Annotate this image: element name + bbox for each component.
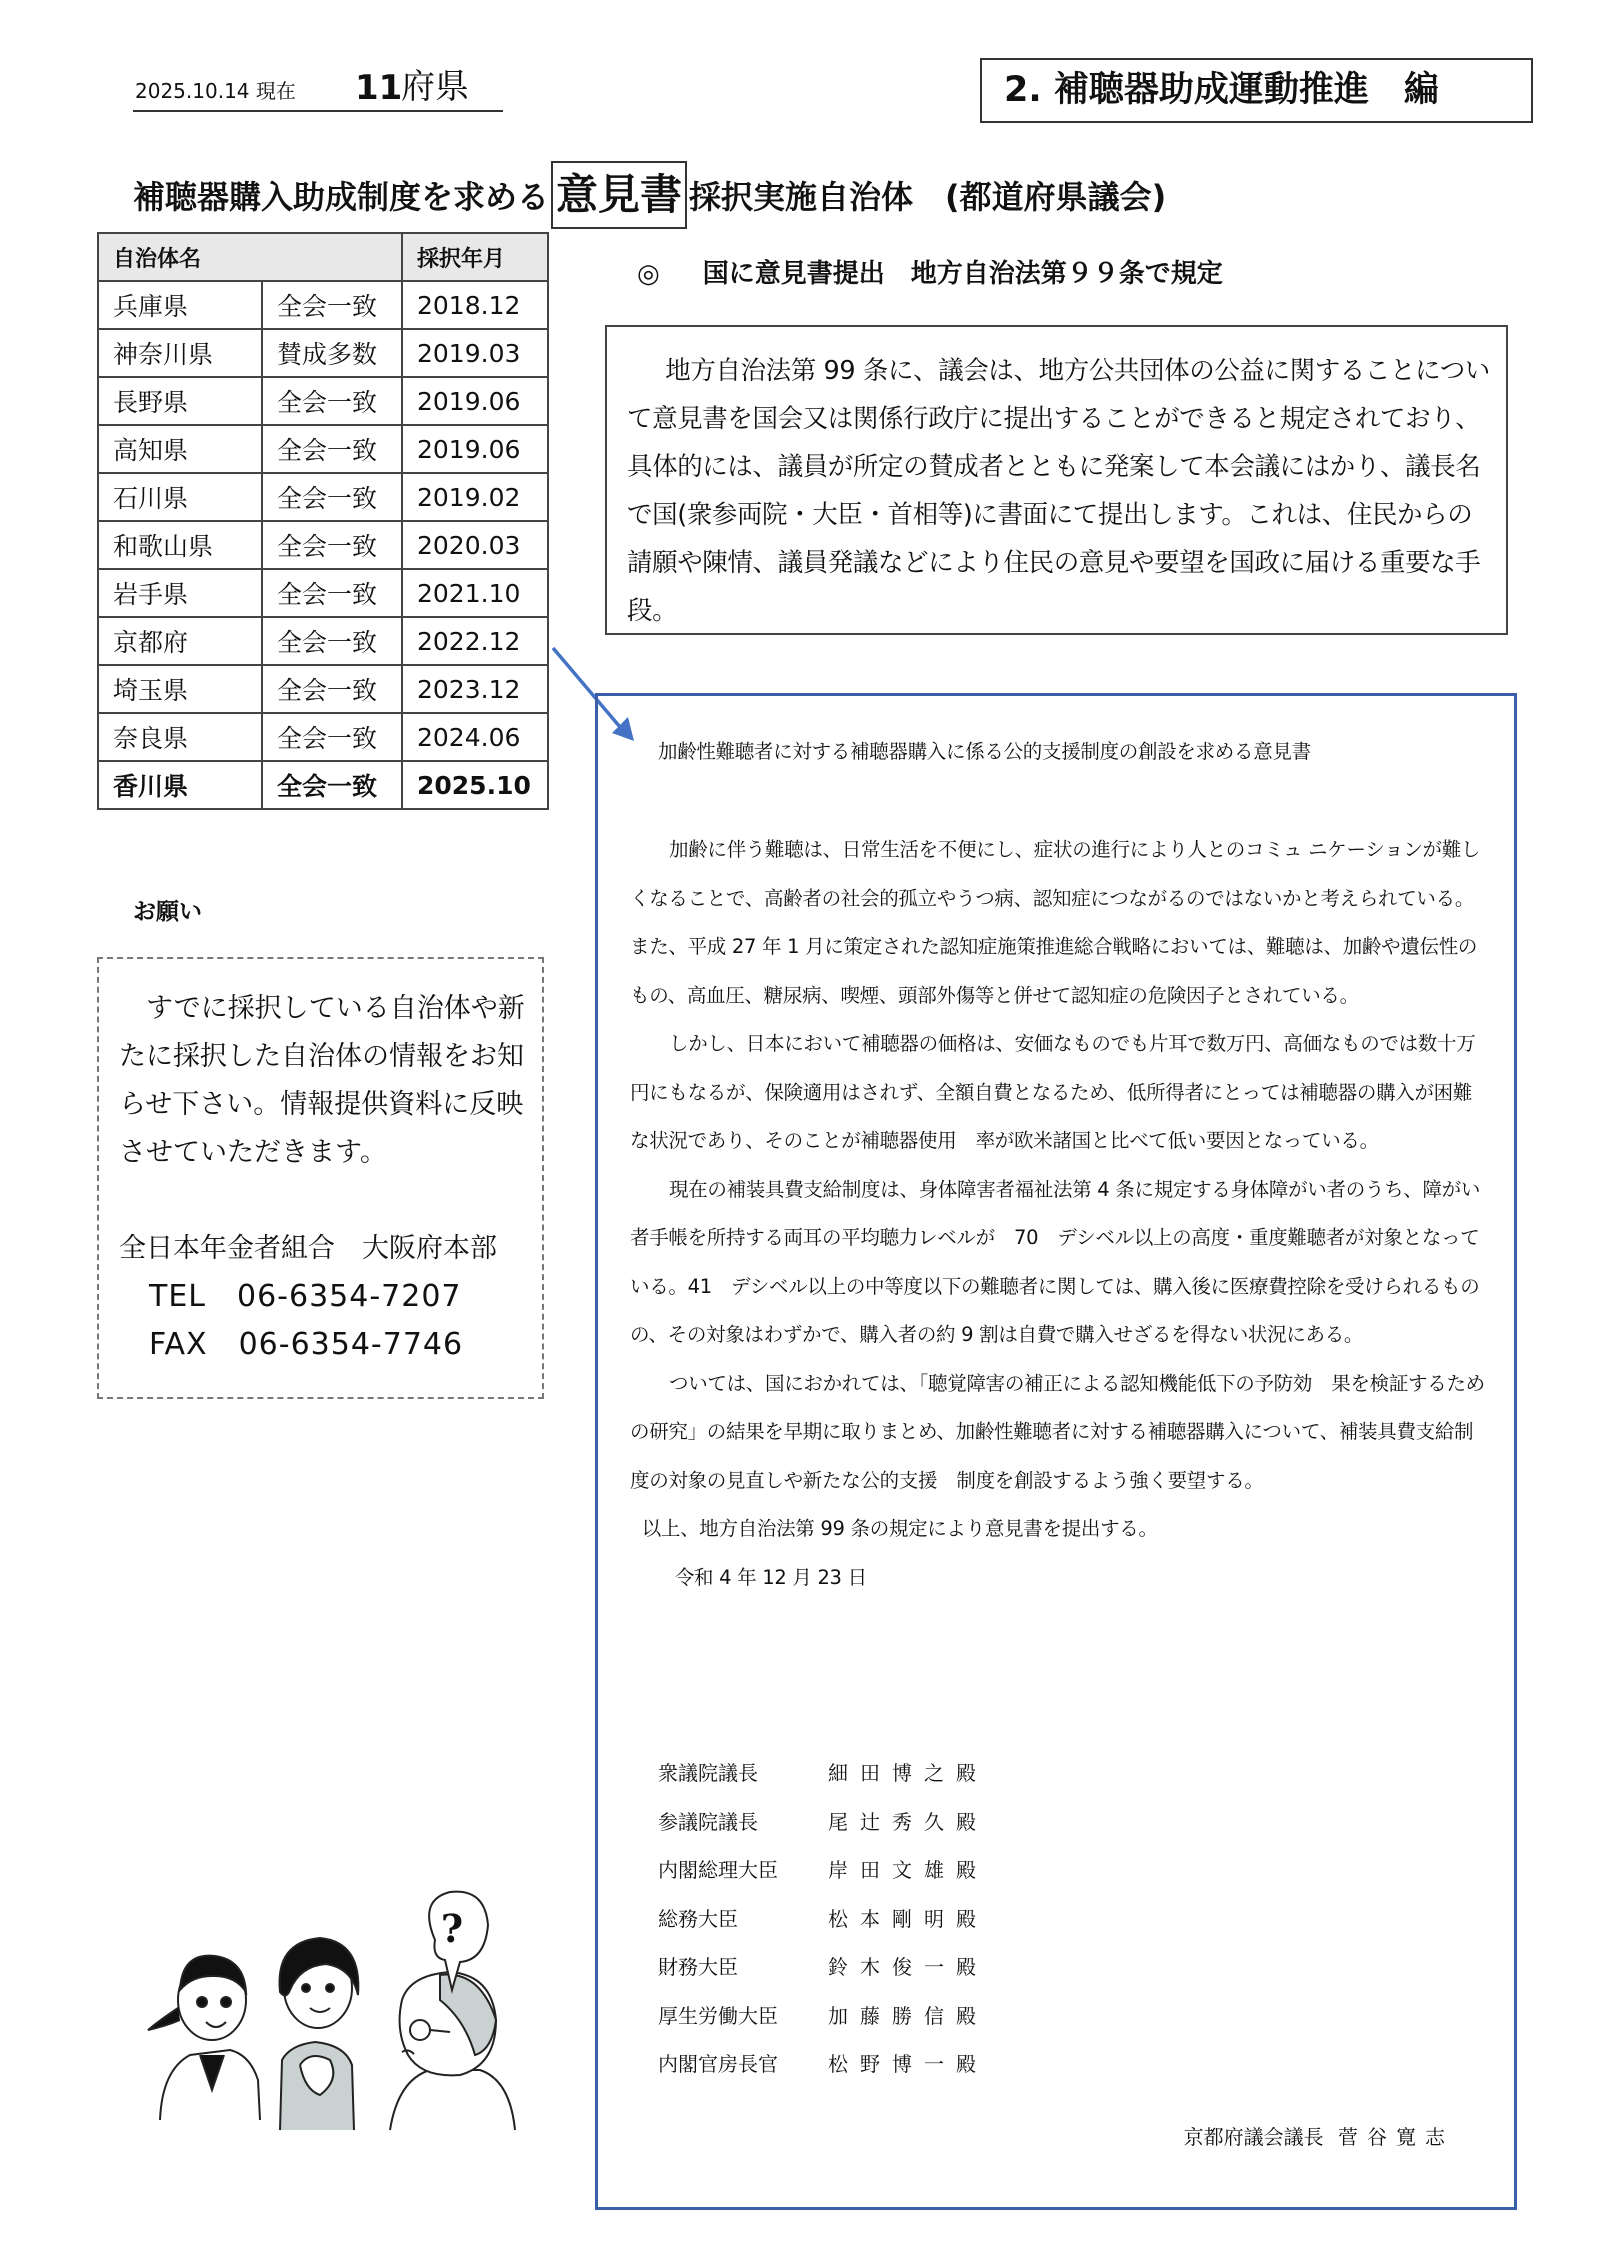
title-prefix: 補聴器購入助成制度を求める [133, 178, 550, 216]
addressee-role: 衆議院議長 [658, 1761, 758, 1785]
adoption-date-cell: 2018.12 [402, 281, 548, 329]
municipality-cell: 香川県 [98, 761, 262, 809]
adoption-date-cell: 2023.12 [402, 665, 548, 713]
column-header-date: 採択年月 [402, 233, 548, 281]
addressee-role: 厚生労働大臣 [658, 2003, 778, 2028]
law-heading [637, 253, 1223, 290]
addressee-row [658, 1846, 988, 1895]
municipality-cell: 奈良県 [98, 713, 262, 761]
adoption-date-cell: 2021.10 [402, 569, 548, 617]
addressee-row [658, 1895, 988, 1944]
addressee-row [658, 1798, 988, 1847]
signature-role: 京都府議会議長 [1183, 2125, 1324, 2149]
table-row [98, 569, 548, 617]
table-row [98, 521, 548, 569]
law-explanation-box [605, 325, 1508, 635]
table-row [98, 329, 548, 377]
question-mark-icon: ? [440, 1906, 464, 1951]
law-explanation-text: 地方自治法第 99 条に、議会は、地方公共団体の公益に関することについて意見書を国会又は関係行政庁に提出することができると規定されており、具体的には、議員が所定の賛成者とともに発案して本会議にはかり、議長名で国(衆参両院・大臣・首相等)に書面にて提出します。これは、住民からの請願や陳情、議員発議などにより住民の意見や要望を国政に届ける重要な手段。 [627, 356, 1490, 626]
addressee-role: 内閣官房長官 [658, 2052, 778, 2076]
vote-result-cell: 全会一致 [262, 665, 402, 713]
adoption-date-cell: 2019.06 [402, 377, 548, 425]
adoption-date-cell: 2022.12 [402, 617, 548, 665]
vote-result-cell: 全会一致 [262, 617, 402, 665]
request-heading: お願い [133, 899, 202, 925]
section-title-box: 2. 補聴器助成運動推進 編 [980, 58, 1533, 123]
prefecture-count: 11 [355, 68, 403, 108]
adoption-date-cell: 2019.02 [402, 473, 548, 521]
table-row [98, 425, 548, 473]
addressee-name: 細田博之殿 [828, 1761, 988, 1785]
municipality-cell: 京都府 [98, 617, 262, 665]
opinion-letter [595, 693, 1517, 2210]
table-row [98, 761, 548, 809]
adoption-date-cell: 2020.03 [402, 521, 548, 569]
letter-title: 加齢性難聴者に対する補聴器購入に係る公的支援制度の創設を求める意見書 [658, 740, 1311, 763]
addressee-name: 岸田文雄殿 [828, 1858, 988, 1882]
date-header [133, 62, 503, 112]
letter-closing: 以上、地方自治法第 99 条の規定により意見書を提出する。 [641, 1517, 1158, 1540]
double-circle-icon: ◎ [637, 259, 660, 289]
vote-result-cell: 全会一致 [262, 761, 402, 809]
vote-result-cell: 全会一致 [262, 521, 402, 569]
vote-result-cell: 全会一致 [262, 569, 402, 617]
table-header-row [98, 233, 548, 281]
prefecture-count-unit: 府県 [401, 67, 469, 107]
elderly-man-figure [390, 1972, 515, 2130]
addressee-name: 加藤勝信殿 [828, 2003, 988, 2028]
vote-result-cell: 全会一致 [262, 377, 402, 425]
addressee-role: 内閣総理大臣 [658, 1858, 778, 1882]
letter-paragraph: ついては、国におかれては、「聴覚障害の補正による認知機能低下の予防効 果を検証するための研究」の結果を早期に取りまとめ、加齢性難聴者に対する補聴器購入について、補装具費支給制度の対象の見直しや新たな公的支援 制度を創設するよう強く要望する。 [630, 1371, 1485, 1492]
signature-name: 菅谷寛志 [1338, 2125, 1454, 2149]
vote-result-cell: 全会一致 [262, 713, 402, 761]
table-row [98, 617, 548, 665]
vote-result-cell: 全会一致 [262, 473, 402, 521]
municipality-cell: 長野県 [98, 377, 262, 425]
addressee-name: 尾辻秀久殿 [828, 1809, 988, 1834]
addressee-role: 参議院議長 [658, 1809, 758, 1834]
addressee-name: 鈴木俊一殿 [828, 1955, 988, 1979]
girl-figure [148, 1956, 260, 2120]
municipality-cell: 埼玉県 [98, 665, 262, 713]
table-row [98, 377, 548, 425]
letter-date: 令和 4 年 12 月 23 日 [674, 1565, 867, 1589]
table-row [98, 665, 548, 713]
hearing-illustration [140, 1880, 540, 2150]
letter-paragraph: 加齢に伴う難聴は、日常生活を不便にし、症状の進行により人とのコミュ ニケーションが難しくなることで、高齢者の社会的孤立やうつ病、認知症につながるのではないかと考えられている。 また、平成 27 年 1 月に策定された認知症施策推進総合戦略においては、難聴は、加齢や遺伝性のもの、高血圧、糖尿病、喫煙、頭部外傷等と併せて認知症の危険因子とされている。 [630, 838, 1481, 1007]
addressee-name: 松本剛明殿 [828, 1906, 988, 1931]
fax-number: FAX 06-6354-7746 [149, 1327, 464, 1362]
adoption-date-cell: 2019.06 [402, 425, 548, 473]
table-row [98, 713, 548, 761]
letter-body [630, 826, 1490, 1602]
title-suffix: 採択実施自治体 (都道府県議会) [689, 178, 1167, 216]
request-box [97, 957, 544, 1399]
adoption-date-cell: 2025.10 [402, 761, 548, 809]
letter-paragraph: 現在の補装具費支給制度は、身体障害者福祉法第 4 条に規定する身体障がい者のうち、障がい者手帳を所持する両耳の平均聴力レベルが 70 デシベル以上の高度・重度難聴者が対象となっている。41 デシベル以上の中等度以下の難聴者に関しては、購入後に医療費控除を受けられるものの、その対象はわずかで、購入者の約 9 割は自費で購入せざるを得ない状況にある。 [630, 1177, 1481, 1346]
adoption-table [97, 232, 549, 810]
as-of-date: 2025.10.14 現在 [135, 79, 296, 103]
woman-figure [280, 1938, 359, 2130]
addressee-row [658, 1749, 988, 1798]
letter-paragraph: しかし、日本において補聴器の価格は、安価なものでも片耳で数万円、高価なものでは数十万円にもなるが、保険適用はされず、全額自費となるため、低所得者にとっては補聴器の購入が困難な状況であり、そのことが補聴器使用 率が欧米諸国と比べて低い要因となっている。 [630, 1032, 1476, 1152]
municipality-cell: 和歌山県 [98, 521, 262, 569]
vote-result-cell: 全会一致 [262, 425, 402, 473]
municipality-cell: 神奈川県 [98, 329, 262, 377]
municipality-cell: 石川県 [98, 473, 262, 521]
title-boxed-word: 意見書 [551, 161, 687, 229]
table-row [98, 281, 548, 329]
tel-number: TEL 06-6354-7207 [149, 1279, 462, 1314]
law-heading-text: 国に意見書提出 地方自治法第９９条で規定 [702, 259, 1223, 289]
vote-result-cell: 全会一致 [262, 281, 402, 329]
municipality-cell: 兵庫県 [98, 281, 262, 329]
request-body: すでに採択している自治体や新たに採択した自治体の情報をお知らせ下さい。情報提供資料に反映させていただきます。 [119, 993, 525, 1168]
addressee-list [658, 1749, 988, 2089]
adoption-date-cell: 2024.06 [402, 713, 548, 761]
municipality-cell: 高知県 [98, 425, 262, 473]
addressee-row [658, 1943, 988, 1992]
letter-signature [1184, 2121, 1454, 2150]
adoption-date-cell: 2019.03 [402, 329, 548, 377]
addressee-row [658, 2040, 988, 2089]
addressee-role: 総務大臣 [658, 1906, 738, 1931]
addressee-name: 松野博一殿 [828, 2052, 988, 2076]
vote-result-cell: 賛成多数 [262, 329, 402, 377]
addressee-row [658, 1992, 988, 2041]
column-header-municipality: 自治体名 [98, 233, 402, 281]
addressee-role: 財務大臣 [658, 1955, 738, 1979]
municipality-cell: 岩手県 [98, 569, 262, 617]
organization-name: 全日本年金者組合 大阪府本部 [119, 1233, 497, 1264]
page-title [133, 160, 1166, 230]
table-row [98, 473, 548, 521]
